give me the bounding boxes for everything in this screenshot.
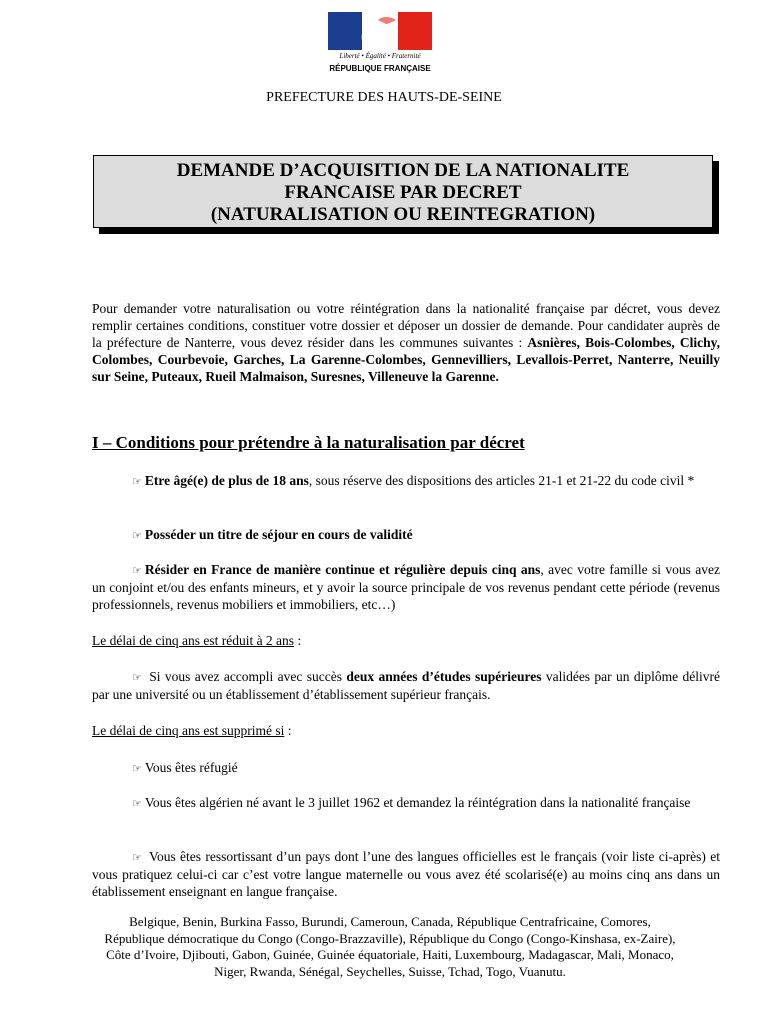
condition-titre-sejour: ☞ Posséder un titre de séjour en cours de validité [132, 527, 413, 542]
pointing-hand-icon: ☞ [132, 475, 142, 488]
reduction-label: Le délai de cinq ans est réduit à 2 ans : [92, 633, 302, 648]
pointing-hand-icon: ☞ [132, 762, 142, 775]
pointing-hand-icon: ☞ [132, 529, 142, 542]
pointing-hand-icon: ☞ [132, 671, 142, 684]
condition-residence: ☞ Résider en France de manière continue et régulière depuis cinq ans, avec votre famille si vous avez un conjoint et/ou des enfants mineurs, et y avoir la source principale de vos revenus pendant cette période (revenus professionnels, revenus mobiliers et immobiliers, etc…) [92, 562, 720, 612]
document-title-box [93, 155, 713, 228]
pointing-hand-icon: ☞ [132, 797, 142, 810]
marianne-profile-icon [348, 14, 408, 50]
pointing-hand-icon: ☞ [132, 851, 142, 864]
condition-age: ☞ Etre âgé(e) de plus de 18 ans, sous réserve des dispositions des articles 21-1 et 21-22 du code civil * [132, 473, 695, 488]
section-1-heading: I – Conditions pour prétendre à la naturalisation par décret [92, 433, 525, 452]
title-line-1: DEMANDE D’ACQUISITION DE LA NATIONALITE [176, 160, 630, 181]
reduction-etudes: ☞ Si vous avez accompli avec succès deux années d’études supérieures validées par un diplôme délivré par une université ou un établissement d’établissement supérieur français. [92, 669, 720, 702]
republique-francaise: RÉPUBLIQUE FRANÇAISE [329, 64, 431, 73]
suppression-francophone: ☞ Vous êtes ressortissant d’un pays dont l’une des langues officielles est le français (voir liste ci-après) et vous pratiquez celui-ci car c’est votre langue maternelle ou vous avez été scolarisé(e) au moins cinq ans dans un établissement enseignant en langue française. [92, 849, 720, 899]
suppression-algerien: ☞ Vous êtes algérien né avant le 3 juillet 1962 et demandez la réintégration dans la nationalité française [132, 795, 691, 810]
francophone-countries-list: Belgique, Benin, Burkina Fasso, Burundi, Cameroun, Canada, République Centrafricaine, Comores, République démocratique du Congo (Congo-Brazzaville), République du Congo (Congo-Kinshasa, ex-Zaire), Côte d’Ivoire, Djibouti, Gabon, Guinée, Guinée équatoriale, Haiti, Luxembourg, Madagascar, Mali, Monaco, Niger, Rwanda, Sénégal, Seychelles, Suisse, Tchad, Togo, Vuanutu. [104, 914, 676, 979]
republique-logo [326, 12, 434, 76]
communes-list: Asnières, Bois-Colombes, Clichy, Colombes, Courbevoie, Garches, La Garenne-Colombes, Gennevilliers, Levallois-Perret, Nanterre, Neuilly sur Seine, Puteaux, Rueil Malmaison, Suresnes, Villeneuve la Garenne. [92, 335, 720, 384]
intro-paragraph: Pour demander votre naturalisation ou votre réintégration dans la nationalité française par décret, vous devez remplir certaines conditions, constituer votre dossier et déposer un dossier de demande. Pour candidater auprès de la préfecture de Nanterre, vous devez résider dans les communes suivantes : Asnières, Bois-Colombes, Clichy, Colombes, Courbevoie, Garches, La Garenne-Colombes, Gennevilliers, Levallois-Perret, Nanterre, Neuilly sur Seine, Puteaux, Rueil Malmaison, Suresnes, Villeneuve la Garenne. [92, 301, 720, 384]
prefecture-name: PREFECTURE DES HAUTS-DE-SEINE [266, 90, 502, 105]
motto: Liberté • Égalité • Fraternité [339, 52, 421, 60]
pointing-hand-icon: ☞ [132, 564, 142, 577]
title-line-3: (NATURALISATION OU REINTEGRATION) [210, 204, 596, 225]
suppression-label: Le délai de cinq ans est supprimé si : [92, 723, 292, 738]
suppression-refugie: ☞ Vous êtes réfugié [132, 760, 238, 775]
title-line-2: FRANCAISE PAR DECRET [284, 182, 522, 203]
tricolor-flag [328, 12, 432, 50]
